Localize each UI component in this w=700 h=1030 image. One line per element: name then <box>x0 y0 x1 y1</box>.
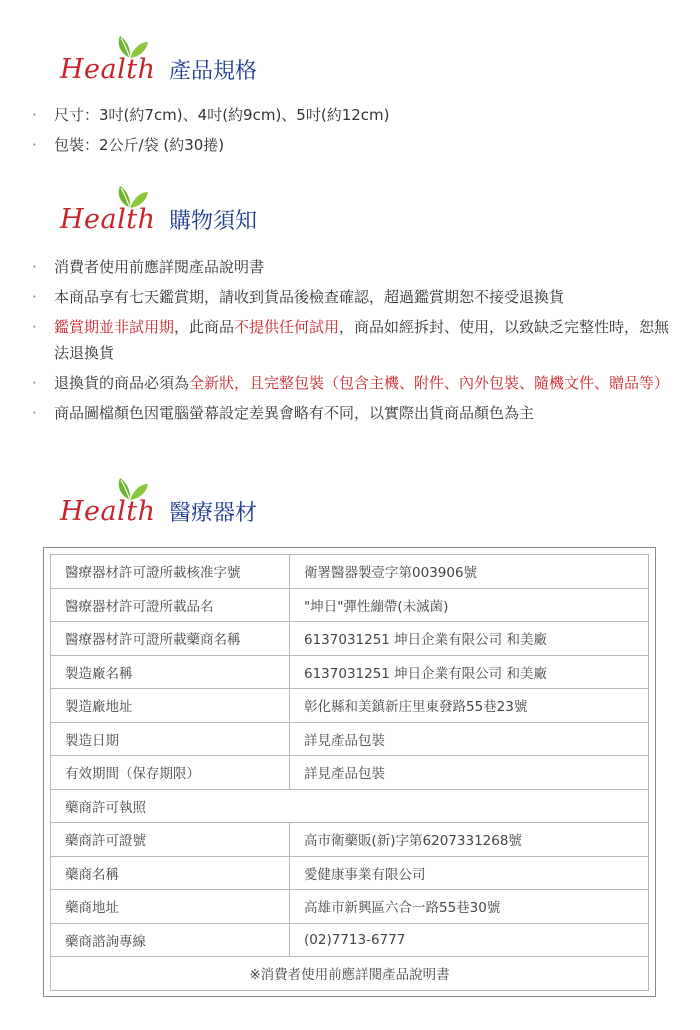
list-item: · 消費者使用前應詳閱產品說明書 <box>32 254 672 280</box>
table-key: 製造廠地址 <box>51 689 290 723</box>
table-value: 6137031251 坤日企業有限公司 和美廠 <box>290 622 649 656</box>
table-key: 藥商地址 <box>51 890 290 924</box>
brand-logo-text: Health <box>60 204 156 235</box>
list-item: · 商品圖檔顏色因電腦螢幕設定差異會略有不同，以實際出貨商品顏色為主 <box>32 400 672 426</box>
list-item: · 尺寸：3吋(約7cm)、4吋(約9cm)、5吋(約12cm) <box>32 102 672 128</box>
table-value: 衛署醫器製壹字第003906號 <box>290 555 649 589</box>
table-key: 製造日期 <box>51 722 290 756</box>
medical-info-table <box>50 554 649 991</box>
table-value: (02)7713-6777 <box>290 923 649 957</box>
highlight-text: 鑑賞期並非試用期 <box>54 318 175 336</box>
table-value: "坤日"彈性繃帶(未滅菌) <box>290 588 649 622</box>
table-value: 高市衛藥販(新)字第6207331268號 <box>290 823 649 857</box>
table-row <box>51 856 649 890</box>
table-key: 醫療器材許可證所載核准字號 <box>51 555 290 589</box>
table-row <box>51 923 649 957</box>
spec-list <box>32 102 672 162</box>
table-row <box>51 823 649 857</box>
highlight-text: 全新狀，且完整包裝（包含主機、附件、內外包裝、隨機文件、贈品等） <box>189 374 670 392</box>
table-key: 醫療器材許可證所載品名 <box>51 588 290 622</box>
table-value: 詳見產品包裝 <box>290 756 649 790</box>
section-title: 產品規格 <box>169 59 258 84</box>
table-key: 藥商名稱 <box>51 856 290 890</box>
highlight-text: 不提供任何試用 <box>234 318 340 336</box>
section-title: 購物須知 <box>169 209 258 234</box>
table-row <box>51 890 649 924</box>
table-key: 有效期間（保存期限） <box>51 756 290 790</box>
table-row <box>51 622 649 656</box>
brand-logo-text: Health <box>60 496 156 527</box>
table-row <box>51 722 649 756</box>
table-value: 詳見產品包裝 <box>290 722 649 756</box>
brand-logo-text: Health <box>60 54 156 85</box>
table-row <box>51 957 649 991</box>
table-key: 藥商諮詢專線 <box>51 923 290 957</box>
license-header: 藥商許可執照 <box>51 789 649 823</box>
table-row <box>51 756 649 790</box>
table-value: 愛健康事業有限公司 <box>290 856 649 890</box>
table-row <box>51 655 649 689</box>
list-item: · 包裝：2公斤/袋 (約30捲) <box>32 132 672 158</box>
table-value: 彰化縣和美鎮新庄里東發路55巷23號 <box>290 689 649 723</box>
list-item: · 本商品享有七天鑑賞期，請收到貨品後檢查確認，超過鑑賞期恕不接受退換貨 <box>32 284 672 310</box>
table-row <box>51 588 649 622</box>
table-row <box>51 789 649 823</box>
plain-text: ，商品如經拆封、使用，以致缺乏完整性時，恕無法退換貨 <box>54 318 670 362</box>
table-key: 醫療器材許可證所載藥商名稱 <box>51 622 290 656</box>
plain-text: 退換貨的商品必須為 <box>54 374 190 392</box>
table-footer-note: ※消費者使用前應詳閱產品說明書 <box>51 957 649 991</box>
table-value: 高雄市新興區六合一路55巷30號 <box>290 890 649 924</box>
list-item <box>32 314 672 366</box>
plain-text: ，此商品 <box>174 318 235 336</box>
table-row <box>51 555 649 589</box>
table-key: 藥商許可證號 <box>51 823 290 857</box>
notice-list <box>32 254 672 430</box>
section-title: 醫療器材 <box>169 501 258 526</box>
list-item <box>32 370 672 396</box>
table-key: 製造廠名稱 <box>51 655 290 689</box>
table-row <box>51 689 649 723</box>
medical-info-box <box>43 547 656 997</box>
table-value: 6137031251 坤日企業有限公司 和美廠 <box>290 655 649 689</box>
